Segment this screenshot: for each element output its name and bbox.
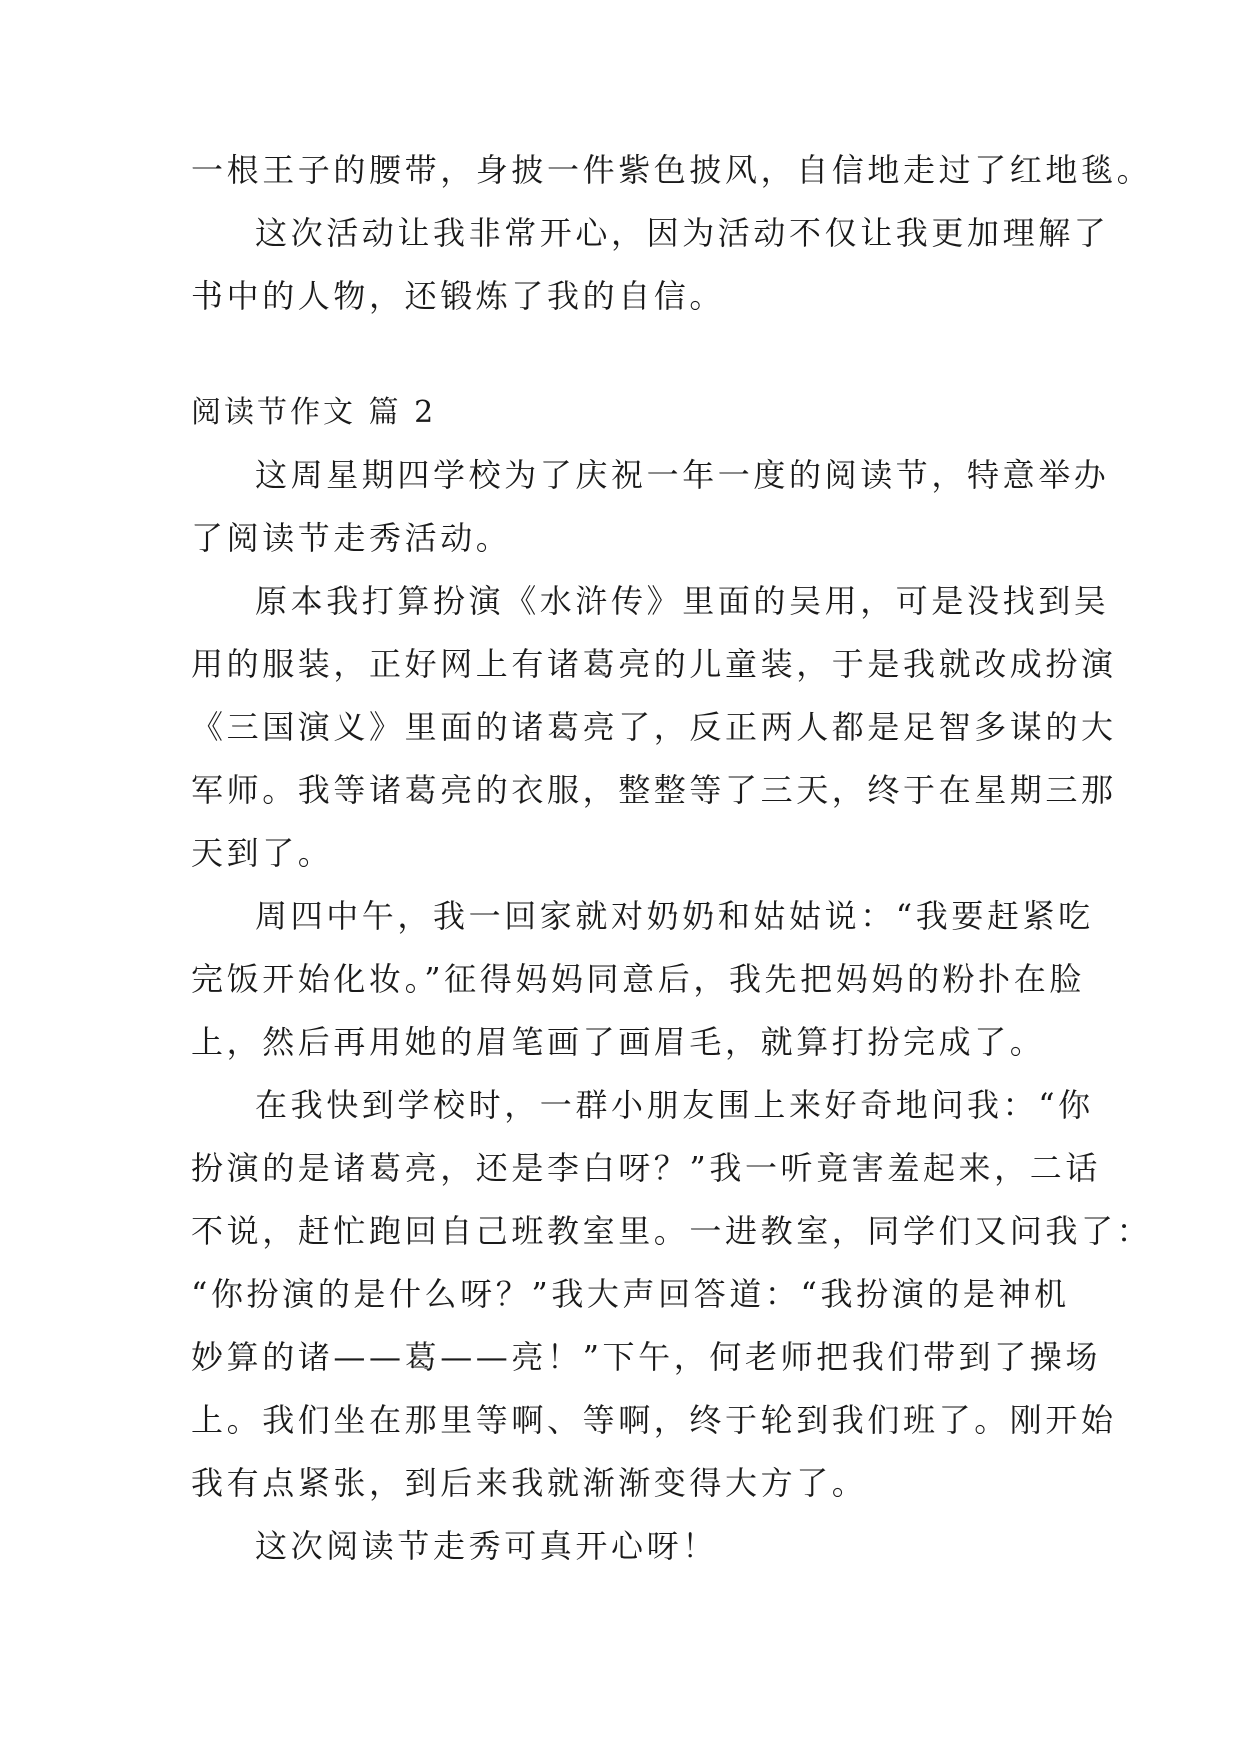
text-line: 这次阅读节走秀可真开心呀！ (255, 1527, 718, 1565)
text-line: 用的服装，正好网上有诸葛亮的儿童装，于是我就改成扮演 (191, 645, 1117, 683)
text-line: 上。我们坐在那里等啊、等啊，终于轮到我们班了。刚开始 (191, 1401, 1117, 1439)
text-line: 扮演的是诸葛亮，还是李白呀？”我一听竟害羞起来，二话 (191, 1149, 1101, 1187)
text-line: 天到了。 (191, 834, 334, 872)
text-line: 原本我打算扮演《水浒传》里面的吴用，可是没找到吴 (255, 582, 1110, 620)
text-line: 妙算的诸——葛——亮！”下午，何老师把我们带到了操场 (191, 1338, 1101, 1376)
text-line: 一根王子的腰带，身披一件紫色披风，自信地走过了红地毯。 (191, 151, 1153, 189)
text-line: 军师。我等诸葛亮的衣服，整整等了三天，终于在星期三那 (191, 771, 1117, 809)
text-line: 完饭开始化妆。”征得妈妈同意后，我先把妈妈的粉扑在脸 (191, 960, 1085, 998)
text-line: 在我快到学校时，一群小朋友围上来好奇地问我：“你 (255, 1086, 1094, 1124)
text-line: 我有点紧张，到后来我就渐渐变得大方了。 (191, 1464, 868, 1502)
text-line: 周四中午，我一回家就对奶奶和姑姑说：“我要赶紧吃 (255, 897, 1094, 935)
section-heading: 阅读节作文 篇 2 (191, 395, 437, 430)
text-line: 这次活动让我非常开心，因为活动不仅让我更加理解了 (255, 214, 1110, 252)
text-line: 这周星期四学校为了庆祝一年一度的阅读节，特意举办 (255, 456, 1110, 494)
text-line: 了阅读节走秀活动。 (191, 519, 512, 557)
text-line: 上，然后再用她的眉笔画了画眉毛，就算打扮完成了。 (191, 1023, 1046, 1061)
text-line: 不说，赶忙跑回自己班教室里。一进教室，同学们又问我了： (191, 1212, 1153, 1250)
text-line: “你扮演的是什么呀？”我大声回答道：“我扮演的是神机 (191, 1275, 1070, 1313)
text-line: 书中的人物，还锻炼了我的自信。 (191, 277, 726, 315)
text-line: 《三国演义》里面的诸葛亮了，反正两人都是足智多谋的大 (191, 708, 1117, 746)
